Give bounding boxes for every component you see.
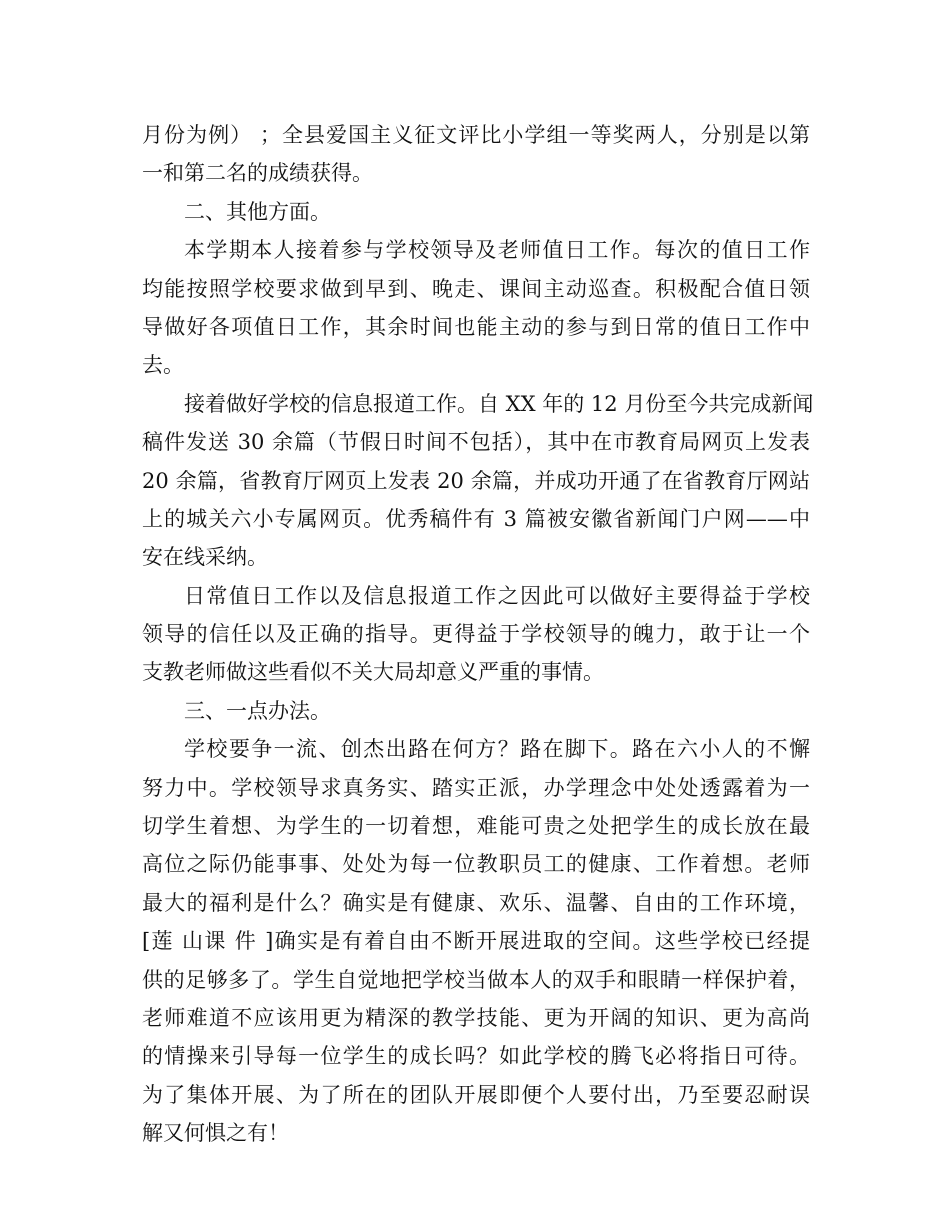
text-line: 高位之际仍能事事、处处为每一位教职员工的健康、工作着想。老师 <box>142 852 810 877</box>
text-line: [莲 山课 件 ]确实是有着自由不断开展进取的空间。这些学校已经提 <box>142 929 810 954</box>
text-line: 切学生着想、为学生的一切着想，难能可贵之处把学生的成长放在最 <box>142 814 810 839</box>
document-body <box>142 116 814 1153</box>
text-line: 供的足够多了。学生自觉地把学校当做本人的双手和眼睛一样保护着， <box>142 967 810 992</box>
text-line: 接着做好学校的信息报道工作。自 XX 年的 12 月份至今共完成新闻 <box>184 391 814 416</box>
text-line: 安在线采纳。 <box>142 545 268 570</box>
text-line: 均能按照学校要求做到早到、晚走、课间主动巡查。积极配合值日领 <box>142 276 810 301</box>
text-line: 导做好各项值日工作，其余时间也能主动的参与到日常的值日工作中 <box>142 314 810 339</box>
text-line: 领导的信任以及正确的指导。更得益于学校领导的魄力，敢于让一个 <box>142 622 810 647</box>
text-line: 一和第二名的成绩获得。 <box>142 161 373 186</box>
text-line: 努力中。学校领导求真务实、踏实正派，办学理念中处处透露着为一 <box>142 775 810 800</box>
text-line: 支教老师做这些看似不关大局却意义严重的事情。 <box>142 660 604 685</box>
text-line: 为了集体开展、为了所在的团队开展即便个人要付出，乃至要忍耐误 <box>142 1082 810 1107</box>
text-line: 上的城关六小专属网页。优秀稿件有 3 篇被安徽省新闻门户网——中 <box>142 506 810 531</box>
text-line: 20 余篇，省教育厅网页上发表 20 余篇，并成功开通了在省教育厅网站 <box>142 468 810 493</box>
text-line: 日常值日工作以及信息报道工作之因此可以做好主要得益于学校 <box>184 583 810 608</box>
text-line: 的情操来引导每一位学生的成长吗？如此学校的腾飞必将指日可待。 <box>142 1044 810 1069</box>
text-line: 最大的福利是什么？确实是有健康、欢乐、温馨、自由的工作环境， <box>142 890 810 915</box>
text-line: 本学期本人接着参与学校领导及老师值日工作。每次的值日工作 <box>184 238 810 263</box>
text-line: 去。 <box>142 353 184 378</box>
text-line: 老师难道不应该用更为精深的教学技能、更为开阔的知识、更为高尚 <box>142 1005 810 1030</box>
text-line: 月份为例） ；全县爱国主义征文评比小学组一等奖两人，分别是以第 <box>142 123 810 147</box>
section-heading: 三、一点办法。 <box>184 698 331 723</box>
text-line: 学校要争一流、创杰出路在何方？路在脚下。路在六小人的不懈 <box>184 737 810 762</box>
text-line: 解又何惧之有！ <box>142 1121 289 1146</box>
section-heading: 二、其他方面。 <box>184 199 331 224</box>
text-line: 稿件发送 30 余篇（节假日时间不包括），其中在市教育局网页上发表 <box>142 430 810 455</box>
